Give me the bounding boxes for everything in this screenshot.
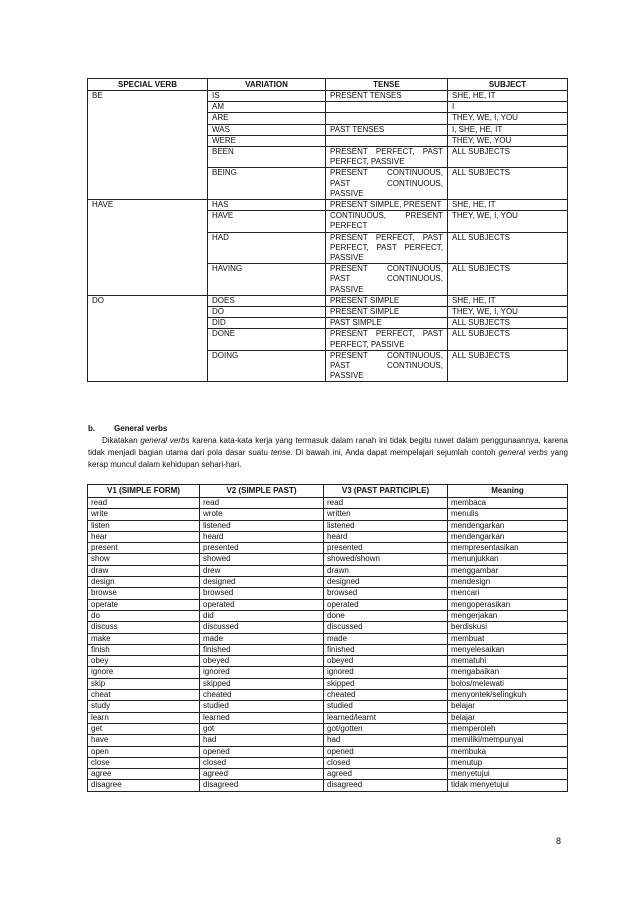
meaning-cell: menunjukkan xyxy=(448,554,568,565)
meaning-cell: mematuhi xyxy=(448,656,568,667)
v2-cell: skipped xyxy=(200,678,324,689)
v1-cell: study xyxy=(88,701,200,712)
header-special-verb: SPECIAL VERB xyxy=(88,79,208,91)
tense-cell: PRESENT SIMPLE, PRESENT xyxy=(326,200,448,211)
v3-cell: written xyxy=(324,509,448,520)
meaning-cell: mempresentasikan xyxy=(448,543,568,554)
v1-cell: make xyxy=(88,633,200,644)
special-verb-do: DO xyxy=(88,295,208,382)
v2-cell: read xyxy=(200,498,324,509)
v3-cell: designed xyxy=(324,577,448,588)
table-row xyxy=(88,780,568,791)
v3-cell: done xyxy=(324,610,448,621)
v3-cell: learned/learnt xyxy=(324,712,448,723)
table-row xyxy=(88,610,568,621)
v2-cell: learned xyxy=(200,712,324,723)
table-row xyxy=(88,678,568,689)
header-subject: SUBJECT xyxy=(448,79,568,91)
subject-cell: I, SHE, HE, IT xyxy=(448,124,568,135)
tense-line: PASSIVE xyxy=(330,284,364,294)
tense-line: PERFECT xyxy=(330,221,368,231)
tense-line: CONTINUOUS, PRESENT xyxy=(330,211,443,221)
tense-line: PAST CONTINUOUS, xyxy=(330,178,443,188)
table-row xyxy=(88,554,568,565)
v1-cell: draw xyxy=(88,565,200,576)
meaning-cell: mengerjakan xyxy=(448,610,568,621)
variation-cell: WAS xyxy=(208,124,326,135)
table-row xyxy=(88,735,568,746)
subject-cell: ALL SUBJECTS xyxy=(448,329,568,350)
tense-cell xyxy=(326,329,448,350)
v1-cell: skip xyxy=(88,678,200,689)
table-row xyxy=(88,723,568,734)
table-row xyxy=(88,91,568,102)
v2-cell: showed xyxy=(200,554,324,565)
variation-cell: IS xyxy=(208,91,326,102)
tense-line: PAST CONTINUOUS, xyxy=(330,274,443,284)
meaning-cell: menutup xyxy=(448,757,568,768)
tense-cell: PRESENT SIMPLE xyxy=(326,295,448,306)
header-v3: V3 (PAST PARTICIPLE) xyxy=(324,485,448,498)
meaning-cell: menyetujui xyxy=(448,769,568,780)
tense-cell xyxy=(326,211,448,232)
subject-cell: ALL SUBJECTS xyxy=(448,147,568,168)
v3-cell: made xyxy=(324,633,448,644)
tense-line: PASSIVE xyxy=(330,253,364,263)
meaning-cell: mendesign xyxy=(448,577,568,588)
tense-line: PRESENT CONTINUOUS, xyxy=(330,168,443,178)
v2-cell: disagreed xyxy=(200,780,324,791)
paragraph-text: yang kerap muncul dalam kehidupan sehari-hari. xyxy=(88,448,569,469)
table-row xyxy=(88,531,568,542)
general-verb-table xyxy=(87,484,568,792)
v2-cell: listened xyxy=(200,520,324,531)
table-row xyxy=(88,667,568,678)
v2-cell: had xyxy=(200,735,324,746)
v1-cell: cheat xyxy=(88,690,200,701)
table-row xyxy=(88,633,568,644)
tense-line: PRESENT PERFECT, PAST xyxy=(330,232,443,242)
tense-cell xyxy=(326,264,448,296)
v3-cell: listened xyxy=(324,520,448,531)
v2-cell: heard xyxy=(200,531,324,542)
tense-line: PERFECT, PAST PERFECT, xyxy=(330,242,443,252)
v1-cell: present xyxy=(88,543,200,554)
subject-cell: SHE, HE, IT xyxy=(448,200,568,211)
subject-cell: ALL SUBJECTS xyxy=(448,350,568,382)
v3-cell: drawn xyxy=(324,565,448,576)
meaning-cell: membaca xyxy=(448,498,568,509)
v3-cell: finished xyxy=(324,644,448,655)
table-row xyxy=(88,520,568,531)
v2-cell: opened xyxy=(200,746,324,757)
section-title: General verbs xyxy=(114,424,168,433)
v1-cell: hear xyxy=(88,531,200,542)
tense-cell xyxy=(326,147,448,168)
special-verb-table xyxy=(87,78,568,382)
tense-cell: PRESENT TENSES xyxy=(326,91,448,102)
v3-cell: cheated xyxy=(324,690,448,701)
meaning-cell: mengoperasikan xyxy=(448,599,568,610)
variation-cell: DONE xyxy=(208,329,326,350)
paragraph-emphasis: general verbs xyxy=(140,436,190,445)
v3-cell: ignored xyxy=(324,667,448,678)
header-v2: V2 (SIMPLE PAST) xyxy=(200,485,324,498)
table-row xyxy=(88,565,568,576)
table-row xyxy=(88,295,568,306)
v2-cell: studied xyxy=(200,701,324,712)
subject-cell: THEY, WE, I, YOU xyxy=(448,307,568,318)
header-v1: V1 (SIMPLE FORM) xyxy=(88,485,200,498)
v2-cell: designed xyxy=(200,577,324,588)
page-number: 8 xyxy=(556,836,562,846)
table-row xyxy=(88,200,568,211)
v3-cell: agreed xyxy=(324,769,448,780)
v1-cell: show xyxy=(88,554,200,565)
tense-line: PERFECT, PASSIVE xyxy=(330,339,405,349)
v1-cell: obey xyxy=(88,656,200,667)
v3-cell: heard xyxy=(324,531,448,542)
tense-line: PASSIVE xyxy=(330,188,364,198)
v2-cell: operated xyxy=(200,599,324,610)
variation-cell: DID xyxy=(208,318,326,329)
table-row xyxy=(88,701,568,712)
v3-cell: opened xyxy=(324,746,448,757)
meaning-cell: mencari xyxy=(448,588,568,599)
meaning-cell: menulis xyxy=(448,509,568,520)
v2-cell: finished xyxy=(200,644,324,655)
subject-cell: ALL SUBJECTS xyxy=(448,168,568,200)
subject-cell: THEY, WE, I, YOU xyxy=(448,113,568,124)
v3-cell: disagreed xyxy=(324,780,448,791)
v1-cell: write xyxy=(88,509,200,520)
paragraph-text: . Di bawah ini, Anda dapat mempelajari sejumlah contoh xyxy=(290,448,499,457)
meaning-cell: memiliki/mempunyai xyxy=(448,735,568,746)
v3-cell: had xyxy=(324,735,448,746)
v2-cell: presented xyxy=(200,543,324,554)
special-verb-be: BE xyxy=(88,91,208,200)
table-row xyxy=(88,599,568,610)
v2-cell: drew xyxy=(200,565,324,576)
variation-cell: BEEN xyxy=(208,147,326,168)
tense-cell: PRESENT SIMPLE xyxy=(326,307,448,318)
tense-cell: PAST TENSES xyxy=(326,124,448,135)
v3-cell: got/gotten xyxy=(324,723,448,734)
v2-cell: obeyed xyxy=(200,656,324,667)
v1-cell: ignore xyxy=(88,667,200,678)
v1-cell: disagree xyxy=(88,780,200,791)
meaning-cell: menyelesaikan xyxy=(448,644,568,655)
tense-cell xyxy=(326,113,448,124)
variation-cell: HAD xyxy=(208,232,326,264)
paragraph-text: karena kata-kata kerja yang termasuk dalam ranah ini tidak begitu ruwet dalam penggunaannya, karena tidak menjadi bagian utama dari pola dasar suatu xyxy=(88,436,569,457)
v1-cell: browse xyxy=(88,588,200,599)
meaning-cell: menyontek/selingkuh xyxy=(448,690,568,701)
section-paragraph xyxy=(88,435,568,471)
meaning-cell: memperoleh xyxy=(448,723,568,734)
v2-cell: browsed xyxy=(200,588,324,599)
meaning-cell: membuka xyxy=(448,746,568,757)
meaning-cell: bolos/melewati xyxy=(448,678,568,689)
table-row xyxy=(88,644,568,655)
v1-cell: design xyxy=(88,577,200,588)
table-row xyxy=(88,588,568,599)
variation-cell: AM xyxy=(208,102,326,113)
v2-cell: wrote xyxy=(200,509,324,520)
v3-cell: studied xyxy=(324,701,448,712)
tense-cell: PAST SIMPLE xyxy=(326,318,448,329)
v3-cell: read xyxy=(324,498,448,509)
table-row xyxy=(88,498,568,509)
tense-cell xyxy=(326,102,448,113)
variation-cell: WERE xyxy=(208,135,326,146)
table-header-row xyxy=(88,485,568,498)
meaning-cell: membuat xyxy=(448,633,568,644)
meaning-cell: berdiskusi xyxy=(448,622,568,633)
table-row xyxy=(88,757,568,768)
special-verb-body xyxy=(88,91,568,382)
general-verb-body xyxy=(88,498,568,792)
v2-cell: agreed xyxy=(200,769,324,780)
tense-cell xyxy=(326,135,448,146)
v1-cell: operate xyxy=(88,599,200,610)
table-row xyxy=(88,656,568,667)
v1-cell: discuss xyxy=(88,622,200,633)
v2-cell: closed xyxy=(200,757,324,768)
v1-cell: open xyxy=(88,746,200,757)
v3-cell: closed xyxy=(324,757,448,768)
v1-cell: learn xyxy=(88,712,200,723)
subject-cell: THEY, WE, YOU xyxy=(448,135,568,146)
header-variation: VARIATION xyxy=(208,79,326,91)
table-row xyxy=(88,577,568,588)
variation-cell: HAVE xyxy=(208,211,326,232)
v2-cell: got xyxy=(200,723,324,734)
table-row xyxy=(88,690,568,701)
tense-line: PRESENT CONTINUOUS, xyxy=(330,264,443,274)
meaning-cell: belajar xyxy=(448,701,568,712)
meaning-cell: tidak menyetujui xyxy=(448,780,568,791)
paragraph-emphasis: general verbs xyxy=(498,448,548,457)
table-row xyxy=(88,712,568,723)
v1-cell: agree xyxy=(88,769,200,780)
variation-cell: DO xyxy=(208,307,326,318)
meaning-cell: mendengarkan xyxy=(448,531,568,542)
v1-cell: listen xyxy=(88,520,200,531)
meaning-cell: belajar xyxy=(448,712,568,723)
v3-cell: obeyed xyxy=(324,656,448,667)
table-row xyxy=(88,509,568,520)
section-letter: b. xyxy=(88,424,96,433)
paragraph-emphasis: tense xyxy=(270,448,291,457)
subject-cell: ALL SUBJECTS xyxy=(448,232,568,264)
tense-line: PAST CONTINUOUS, xyxy=(330,361,443,371)
meaning-cell: mendengarkan xyxy=(448,520,568,531)
v3-cell: discussed xyxy=(324,622,448,633)
table-row xyxy=(88,622,568,633)
header-meaning: Meaning xyxy=(448,485,568,498)
v3-cell: operated xyxy=(324,599,448,610)
section-heading xyxy=(88,423,568,435)
v2-cell: did xyxy=(200,610,324,621)
subject-cell: ALL SUBJECTS xyxy=(448,318,568,329)
v1-cell: close xyxy=(88,757,200,768)
special-verb-have: HAVE xyxy=(88,200,208,296)
header-tense: TENSE xyxy=(326,79,448,91)
variation-cell: DOING xyxy=(208,350,326,382)
tense-cell xyxy=(326,350,448,382)
subject-cell: SHE, HE, IT xyxy=(448,91,568,102)
subject-cell: SHE, HE, IT xyxy=(448,295,568,306)
meaning-cell: menggambar xyxy=(448,565,568,576)
v1-cell: get xyxy=(88,723,200,734)
tense-cell xyxy=(326,168,448,200)
general-verbs-section xyxy=(88,423,568,471)
tense-line: PRESENT PERFECT, PAST xyxy=(330,147,443,157)
v3-cell: skipped xyxy=(324,678,448,689)
meaning-cell: mengabaikan xyxy=(448,667,568,678)
v2-cell: ignored xyxy=(200,667,324,678)
tense-line: PASSIVE xyxy=(330,371,364,381)
v1-cell: do xyxy=(88,610,200,621)
table-row xyxy=(88,543,568,554)
variation-cell: HAVING xyxy=(208,264,326,296)
table-row xyxy=(88,769,568,780)
paragraph-text: Dikatakan xyxy=(102,436,141,445)
tense-line: PRESENT PERFECT, PAST xyxy=(330,329,443,339)
variation-cell: DOES xyxy=(208,295,326,306)
subject-cell: THEY, WE, I, YOU xyxy=(448,211,568,232)
v1-cell: finish xyxy=(88,644,200,655)
tense-cell xyxy=(326,232,448,264)
variation-cell: BEING xyxy=(208,168,326,200)
variation-cell: HAS xyxy=(208,200,326,211)
v3-cell: presented xyxy=(324,543,448,554)
v2-cell: cheated xyxy=(200,690,324,701)
table-header-row xyxy=(88,79,568,91)
variation-cell: ARE xyxy=(208,113,326,124)
tense-line: PERFECT, PASSIVE xyxy=(330,157,405,167)
subject-cell: I xyxy=(448,102,568,113)
table-row xyxy=(88,746,568,757)
v3-cell: browsed xyxy=(324,588,448,599)
v1-cell: have xyxy=(88,735,200,746)
v2-cell: discussed xyxy=(200,622,324,633)
v1-cell: read xyxy=(88,498,200,509)
v3-cell: showed/shown xyxy=(324,554,448,565)
subject-cell: ALL SUBJECTS xyxy=(448,264,568,296)
tense-line: PRESENT CONTINUOUS, xyxy=(330,350,443,360)
v2-cell: made xyxy=(200,633,324,644)
